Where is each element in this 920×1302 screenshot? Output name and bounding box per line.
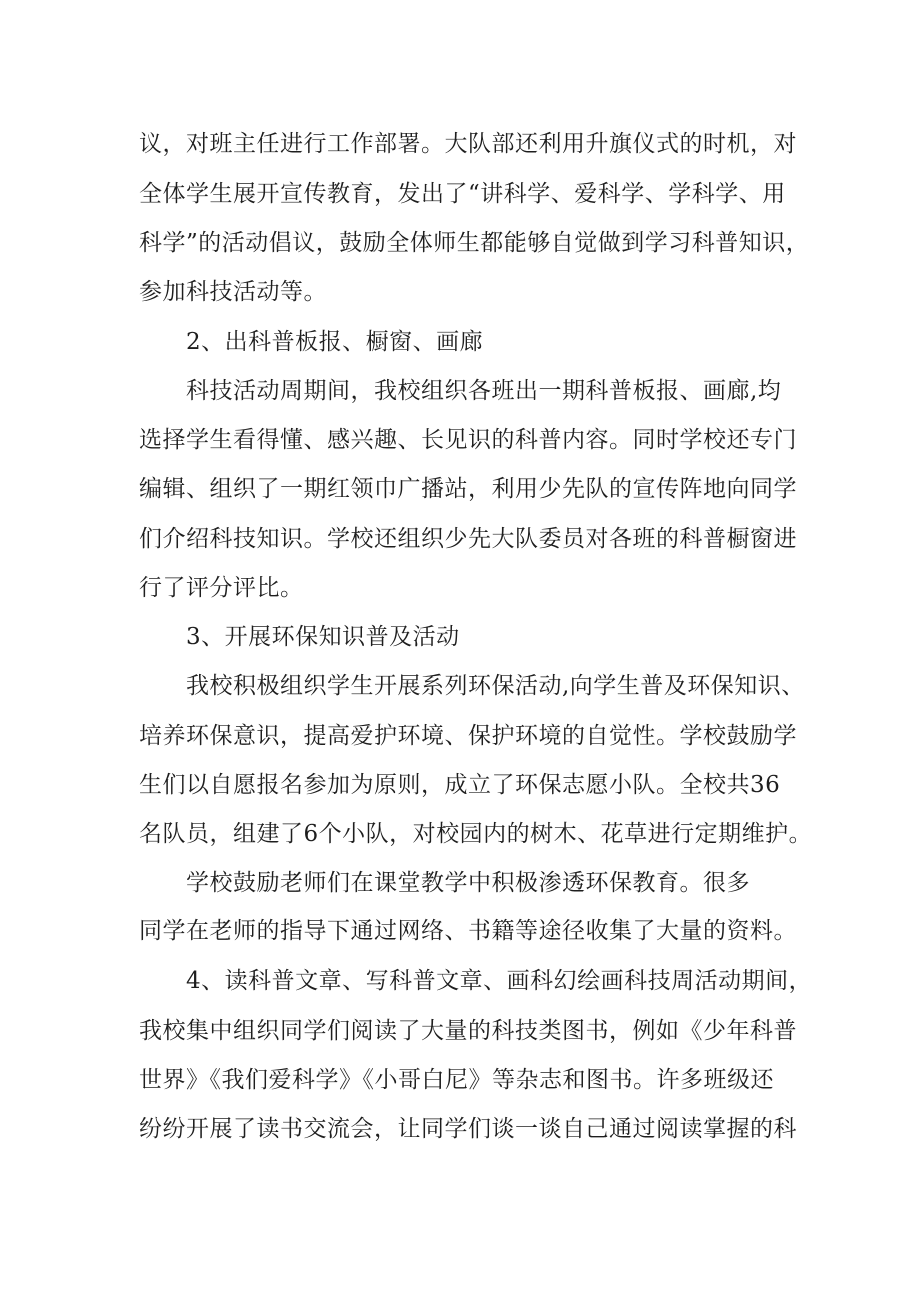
text-line: 同学在老师的指导下通过网络、书籍等途径收集了大量的资料。 (139, 918, 797, 944)
text-line: 培养环保意识，提高爱护环境、保护环境的自觉性。学校鼓励学 (139, 723, 797, 749)
text-line: 行了评分评比。 (139, 575, 304, 601)
section-heading: 3、开展环保知识普及活动 (186, 624, 460, 650)
text-line: 世界》《我们爱科学》《小哥白尼》等杂志和图书。许多班级还 (139, 1067, 774, 1093)
section-heading: 2、出科普板报、橱窗、画廊 (186, 329, 484, 355)
text-line: 参加科技活动等。 (139, 279, 327, 305)
text-line: 我校积极组织学生开展系列环保活动,向学生普及环保知识、 (186, 673, 805, 699)
text-line: 我校集中组织同学们阅读了大量的科技类图书，例如《少年科普 (139, 1018, 797, 1044)
text-line: 纷纷开展了读书交流会，让同学们谈一谈自己通过阅读掌握的科 (139, 1116, 797, 1142)
text-line: 选择学生看得懂、感兴趣、长见识的科普内容。同时学校还专门 (139, 427, 797, 453)
text-line: 全体学生展开宣传教育，发出了“讲科学、爱科学、学科学、用 (139, 181, 786, 207)
text-line: 科技活动周期间，我校组织各班出一期科普板报、画廊,均 (186, 378, 782, 404)
text-line: 生们以自愿报名参加为原则，成立了环保志愿小队。全校共36 (139, 772, 781, 798)
text-line: 议，对班主任进行工作部署。大队部还利用升旗仪式的时机，对 (139, 131, 797, 157)
text-line: 名队员，组建了6个小队，对校园内的树木、花草进行定期维护。 (139, 821, 813, 847)
text-line: 学校鼓励老师们在课堂教学中积极渗透环保教育。很多 (186, 870, 750, 896)
text-line: 科学”的活动倡议，鼓励全体师生都能够自觉做到学习科普知识， (139, 230, 810, 256)
text-line: 编辑、组织了一期红领巾广播站，利用少先队的宣传阵地向同学 (139, 476, 797, 502)
section-heading: 4、读科普文章、写科普文章、画科幻绘画科技周活动期间， (186, 968, 813, 994)
text-line: 们介绍科技知识。学校还组织少先大队委员对各班的科普橱窗进 (139, 526, 797, 552)
